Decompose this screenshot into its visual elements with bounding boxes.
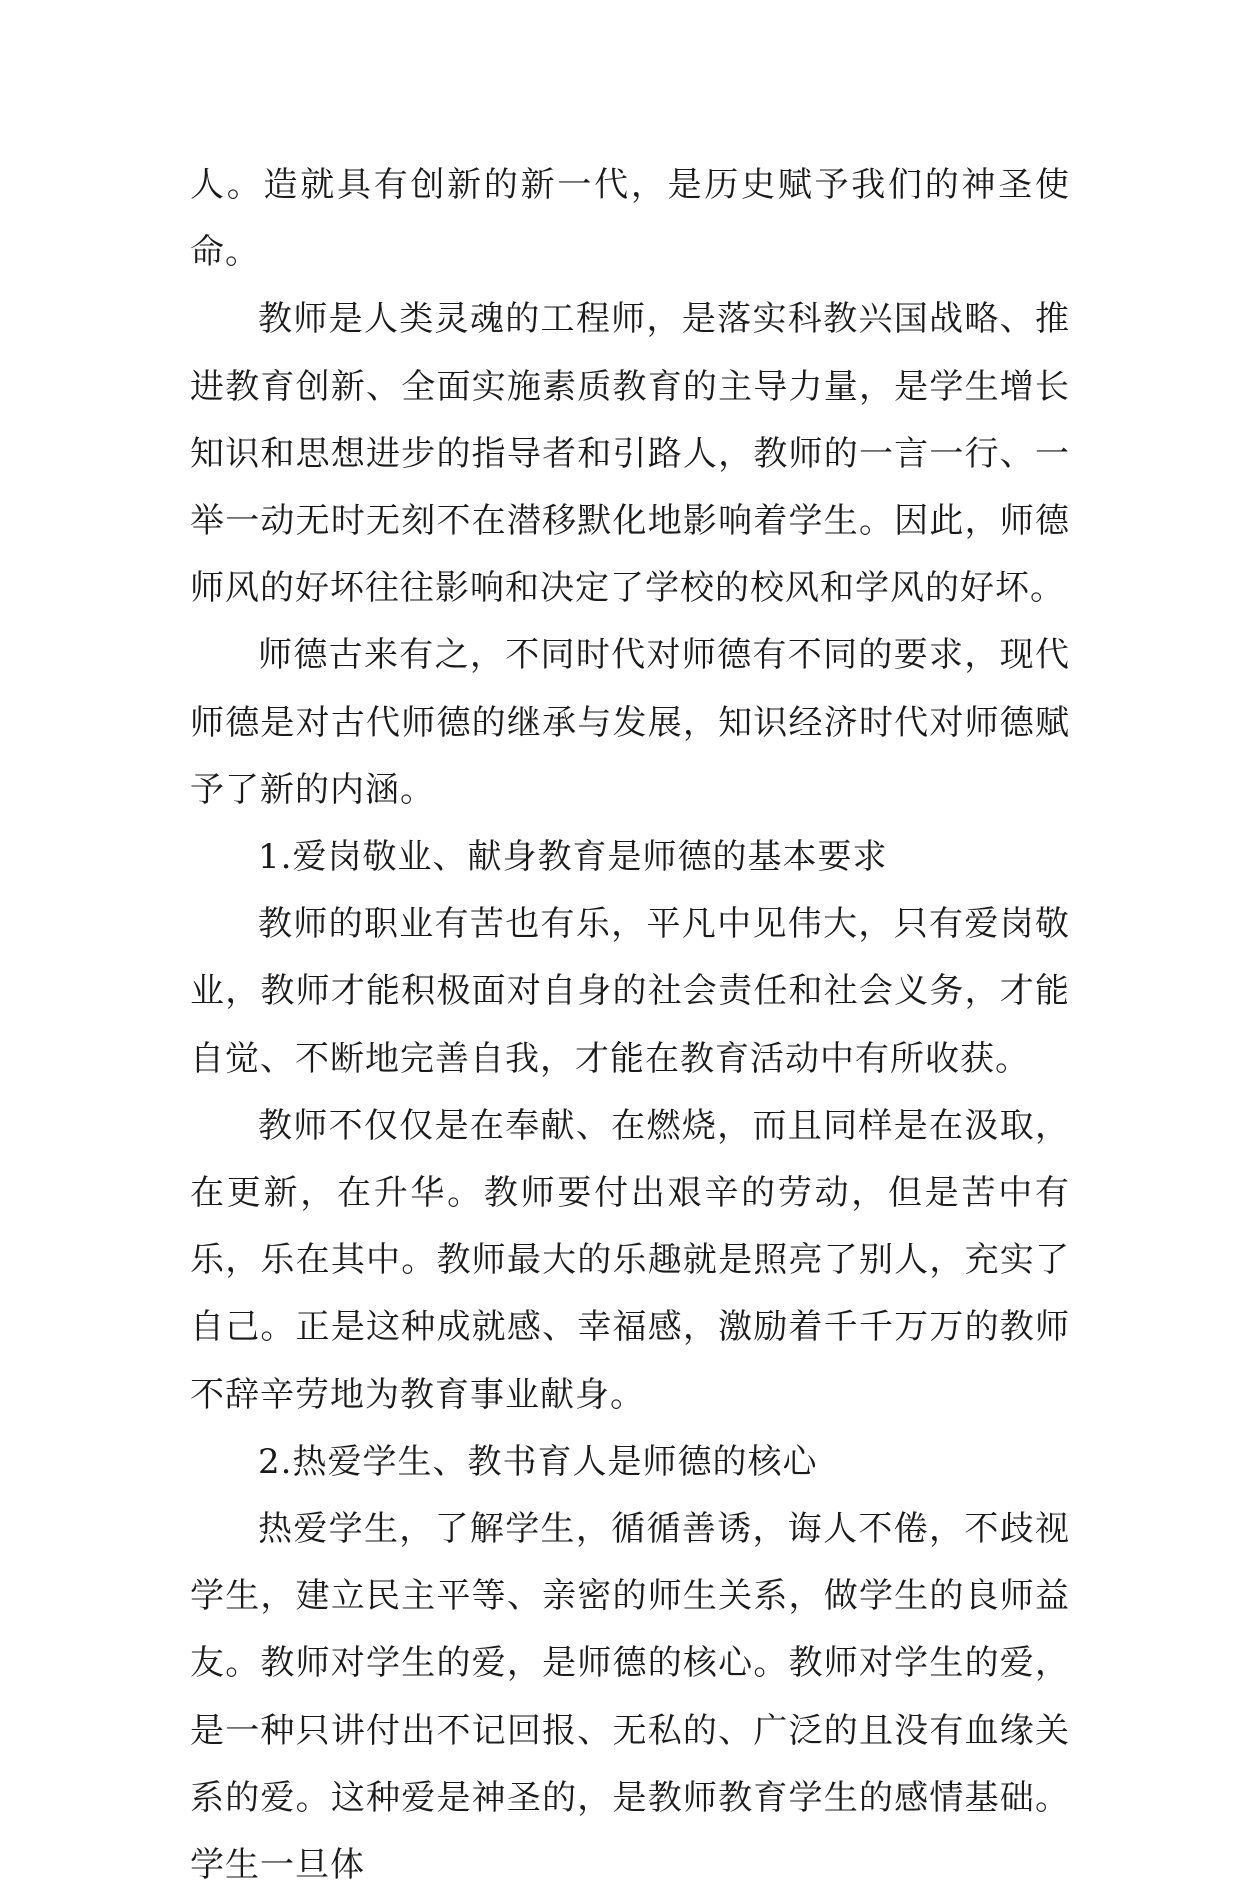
section-heading-1: 1.爱岗敬业、献身教育是师德的基本要求 [258,837,888,878]
paragraph-1: 人。造就具有创新的新一代，是历史赋予我们的神圣使命。 [190,165,1070,273]
paragraph-2: 教师是人类灵魂的工程师，是落实科教兴国战略、推进教育创新、全面实施素质教育的主导力量，是学生增长知识和思想进步的指导者和引路人，教师的一言一行、一举一动无时无刻不在潜移默化地影响着学生。因此，师德师风的好坏往往影响和决定了学校的校风和学风的好坏。 [190,299,1070,609]
paragraph-4: 教师的职业有苦也有乐，平凡中见伟大，只有爱岗敬业，教师才能积极面对自身的社会责任和社会义务，才能自觉、不断地完善自我，才能在教育活动中有所收获。 [190,904,1070,1079]
paragraph-3: 师德古来有之，不同时代对师德有不同的要求，现代师德是对古代师德的继承与发展，知识经济时代对师德赋予了新的内涵。 [190,635,1070,810]
paragraph-5: 教师不仅仅是在奉献、在燃烧，而且同样是在汲取，在更新，在升华。教师要付出艰辛的劳动，但是苦中有乐，乐在其中。教师最大的乐趣就是照亮了别人，充实了自己。正是这种成就感、幸福感，激励着千千万万的教师不辞辛劳地为教育事业献身。 [190,1105,1070,1415]
document-body [190,152,1070,1899]
paragraph-6: 热爱学生，了解学生，循循善诱，诲人不倦，不歧视学生，建立民主平等、亲密的师生关系，做学生的良师益友。教师对学生的爱，是师德的核心。教师对学生的爱，是一种只讲付出不记回报、无私的、广泛的且没有血缘关系的爱。这种爱是神圣的，是教师教育学生的感情基础。学生一旦体 [190,1509,1070,1886]
section-heading-2: 2.热爱学生、教书育人是师德的核心 [258,1441,818,1482]
